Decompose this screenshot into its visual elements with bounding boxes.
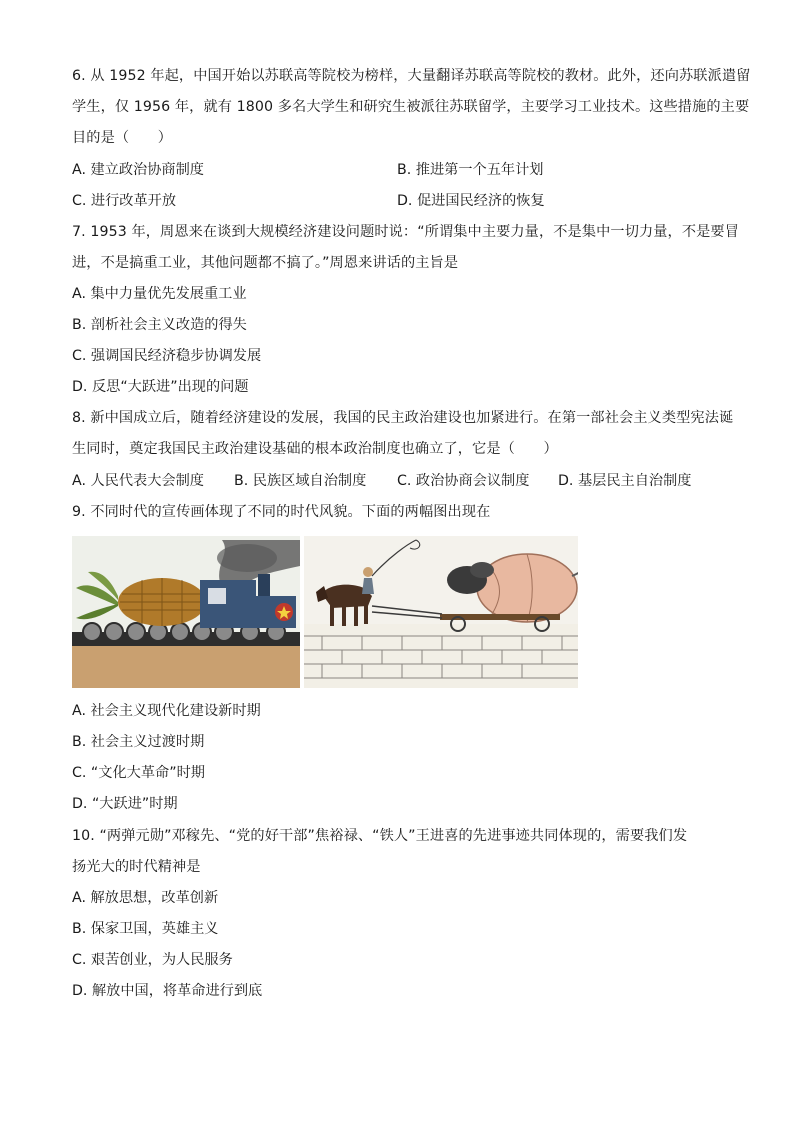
- q7-option-d[interactable]: D. 反思“大跃进”出现的问题: [72, 379, 249, 395]
- q9-option-a[interactable]: A. 社会主义现代化建设新时期: [72, 703, 261, 719]
- q8-option-a[interactable]: A. 人民代表大会制度: [72, 473, 204, 489]
- poster-train-corn: [72, 536, 300, 688]
- q7-option-a[interactable]: A. 集中力量优先发展重工业: [72, 286, 247, 302]
- q6-option-a[interactable]: A. 建立政治协商制度: [72, 162, 204, 178]
- q8-option-b[interactable]: B. 民族区域自治制度: [234, 473, 367, 489]
- q6-option-b[interactable]: B. 推进第一个五年计划: [397, 162, 544, 178]
- q10-option-d[interactable]: D. 解放中国，将革命进行到底: [72, 983, 263, 999]
- q10-stem-line-2: 扬光大的时代精神是: [72, 859, 201, 875]
- q6-stem-line-3: 目的是（ ）: [72, 130, 173, 146]
- q10-option-b[interactable]: B. 保家卫国，英雄主义: [72, 921, 219, 937]
- q8-option-d[interactable]: D. 基层民主自治制度: [558, 473, 692, 489]
- q7-option-b[interactable]: B. 剖析社会主义改造的得失: [72, 317, 247, 333]
- poster-ox-cart-pumpkin: [304, 536, 578, 688]
- q6-stem-line-2: 学生，仅 1956 年，就有 1800 多名大学生和研究生被派往苏联留学，主要学习工业技术。这些措施的主要: [72, 99, 750, 115]
- q8-option-c[interactable]: C. 政治协商会议制度: [397, 473, 530, 489]
- q10-option-c[interactable]: C. 艰苦创业，为人民服务: [72, 952, 233, 968]
- q7-stem-line-1: 7. 1953 年，周恩来在谈到大规模经济建设问题时说：“所谓集中主要力量，不是集中一切力量，不是要冒: [72, 224, 739, 240]
- q9-option-c[interactable]: C. “文化大革命”时期: [72, 765, 205, 781]
- q7-option-c[interactable]: C. 强调国民经济稳步协调发展: [72, 348, 262, 364]
- q10-stem-line-1: 10. “两弹元勋”邓稼先、“党的好干部”焦裕禄、“铁人”王进喜的先进事迹共同体现的，需要我们发: [72, 828, 688, 844]
- q7-stem-line-2: 进，不是搞重工业，其他问题都不搞了。”周恩来讲话的主旨是: [72, 255, 459, 271]
- q8-stem-line-1: 8. 新中国成立后，随着经济建设的发展，我国的民主政治建设也加紧进行。在第一部社会主义类型宪法诞: [72, 410, 734, 426]
- q9-propaganda-posters: [72, 536, 578, 688]
- q9-option-b[interactable]: B. 社会主义过渡时期: [72, 734, 205, 750]
- q6-option-c[interactable]: C. 进行改革开放: [72, 193, 177, 209]
- q8-stem-line-2: 生同时，奠定我国民主政治建设基础的根本政治制度也确立了，它是（ ）: [72, 441, 558, 457]
- q9-option-d[interactable]: D. “大跃进”时期: [72, 796, 178, 812]
- q6-stem-line-1: 6. 从 1952 年起，中国开始以苏联高等院校为榜样，大量翻译苏联高等院校的教材。此外，还向苏联派遣留: [72, 68, 751, 84]
- q6-option-d[interactable]: D. 促进国民经济的恢复: [397, 193, 545, 209]
- q9-stem-line-1: 9. 不同时代的宣传画体现了不同的时代风貌。下面的两幅图出现在: [72, 504, 491, 520]
- q10-option-a[interactable]: A. 解放思想，改革创新: [72, 890, 219, 906]
